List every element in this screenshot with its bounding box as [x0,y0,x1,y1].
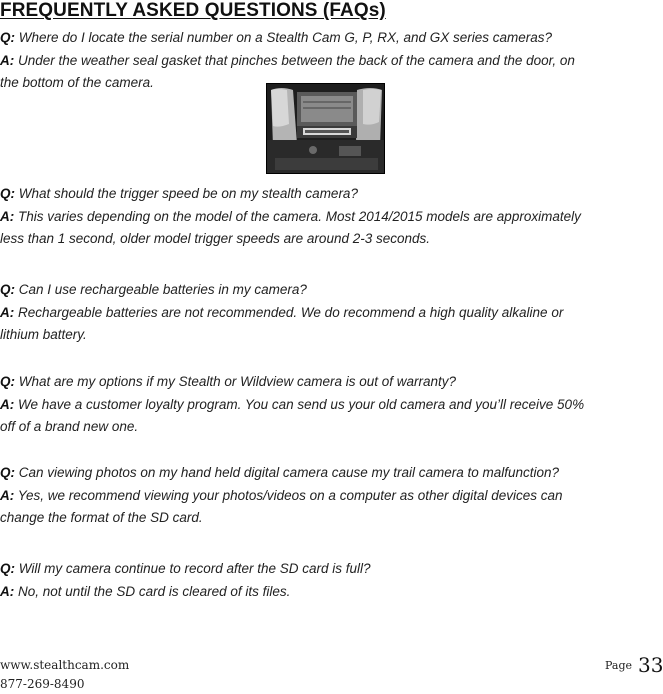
answer-tag: A: [0,208,15,224]
answer-text: No, not until the SD card is cleared of its files. [18,583,291,599]
answer-text: We have a customer loyalty program. You can send us your old camera and you’ll receive 50% [18,396,585,412]
faq-answer [0,302,660,325]
serial-number-location-photo [266,83,385,174]
camera-interior-image [267,84,385,174]
faq-answer-continued: lithium battery. [0,327,87,342]
faq-answer [0,206,660,229]
faq-question [0,462,660,485]
footer-page-number: 33 [638,653,663,677]
question-text: Where do I locate the serial number on a Stealth Cam G, P, RX, and GX series cameras? [18,30,553,45]
page-title: FREQUENTLY ASKED QUESTIONS (FAQs) [0,0,386,21]
question-text: What should the trigger speed be on my stealth camera? [18,186,358,201]
answer-tag: A: [0,487,15,503]
question-tag: Q: [0,465,15,480]
answer-tag: A: [0,304,15,320]
faq-item [0,462,660,530]
faq-item [0,183,660,251]
faq-item [0,558,660,603]
question-text: What are my options if my Stealth or Wildview camera is out of warranty? [18,374,457,389]
faq-question [0,27,660,50]
faq-answer-continued: less than 1 second, older model trigger speeds are around 2-3 seconds. [0,231,431,246]
question-tag: Q: [0,186,15,201]
faq-question [0,558,660,581]
faq-question [0,183,660,206]
question-tag: Q: [0,282,15,297]
answer-text: Under the weather seal gasket that pinches between the back of the camera and the door, on [18,52,575,68]
faq-answer [0,485,660,508]
answer-text: This varies depending on the model of the camera. Most 2014/2015 models are approximately [18,208,581,224]
answer-text: Rechargeable batteries are not recommended. We do recommend a high quality alkaline or [18,304,564,320]
answer-tag: A: [0,583,15,599]
faq-question [0,371,660,394]
faq-answer [0,394,660,417]
faq-answer-continued: the bottom of the camera. [0,75,154,90]
question-tag: Q: [0,30,15,45]
question-text: Will my camera continue to record after the SD card is full? [18,561,371,576]
faq-answer [0,50,660,73]
answer-tag: A: [0,52,15,68]
faq-item [0,279,660,347]
footer-website: www.stealthcam.com [0,658,130,672]
question-text: Can I use rechargeable batteries in my camera? [18,282,307,297]
answer-tag: A: [0,396,15,412]
footer-phone: 877-269-8490 [0,677,85,691]
footer-contact [0,656,129,694]
faq-answer [0,581,660,604]
answer-text: Yes, we recommend viewing your photos/videos on a computer as other digital devices can [17,487,563,503]
footer-page-label: Page [605,659,633,672]
faq-item [0,371,660,439]
question-tag: Q: [0,374,15,389]
question-tag: Q: [0,561,15,576]
faq-question [0,279,660,302]
question-text: Can viewing photos on my hand held digital camera cause my trail camera to malfunction? [18,465,560,480]
faq-answer-continued: change the format of the SD card. [0,510,203,525]
faq-answer-continued: off of a brand new one. [0,419,139,434]
